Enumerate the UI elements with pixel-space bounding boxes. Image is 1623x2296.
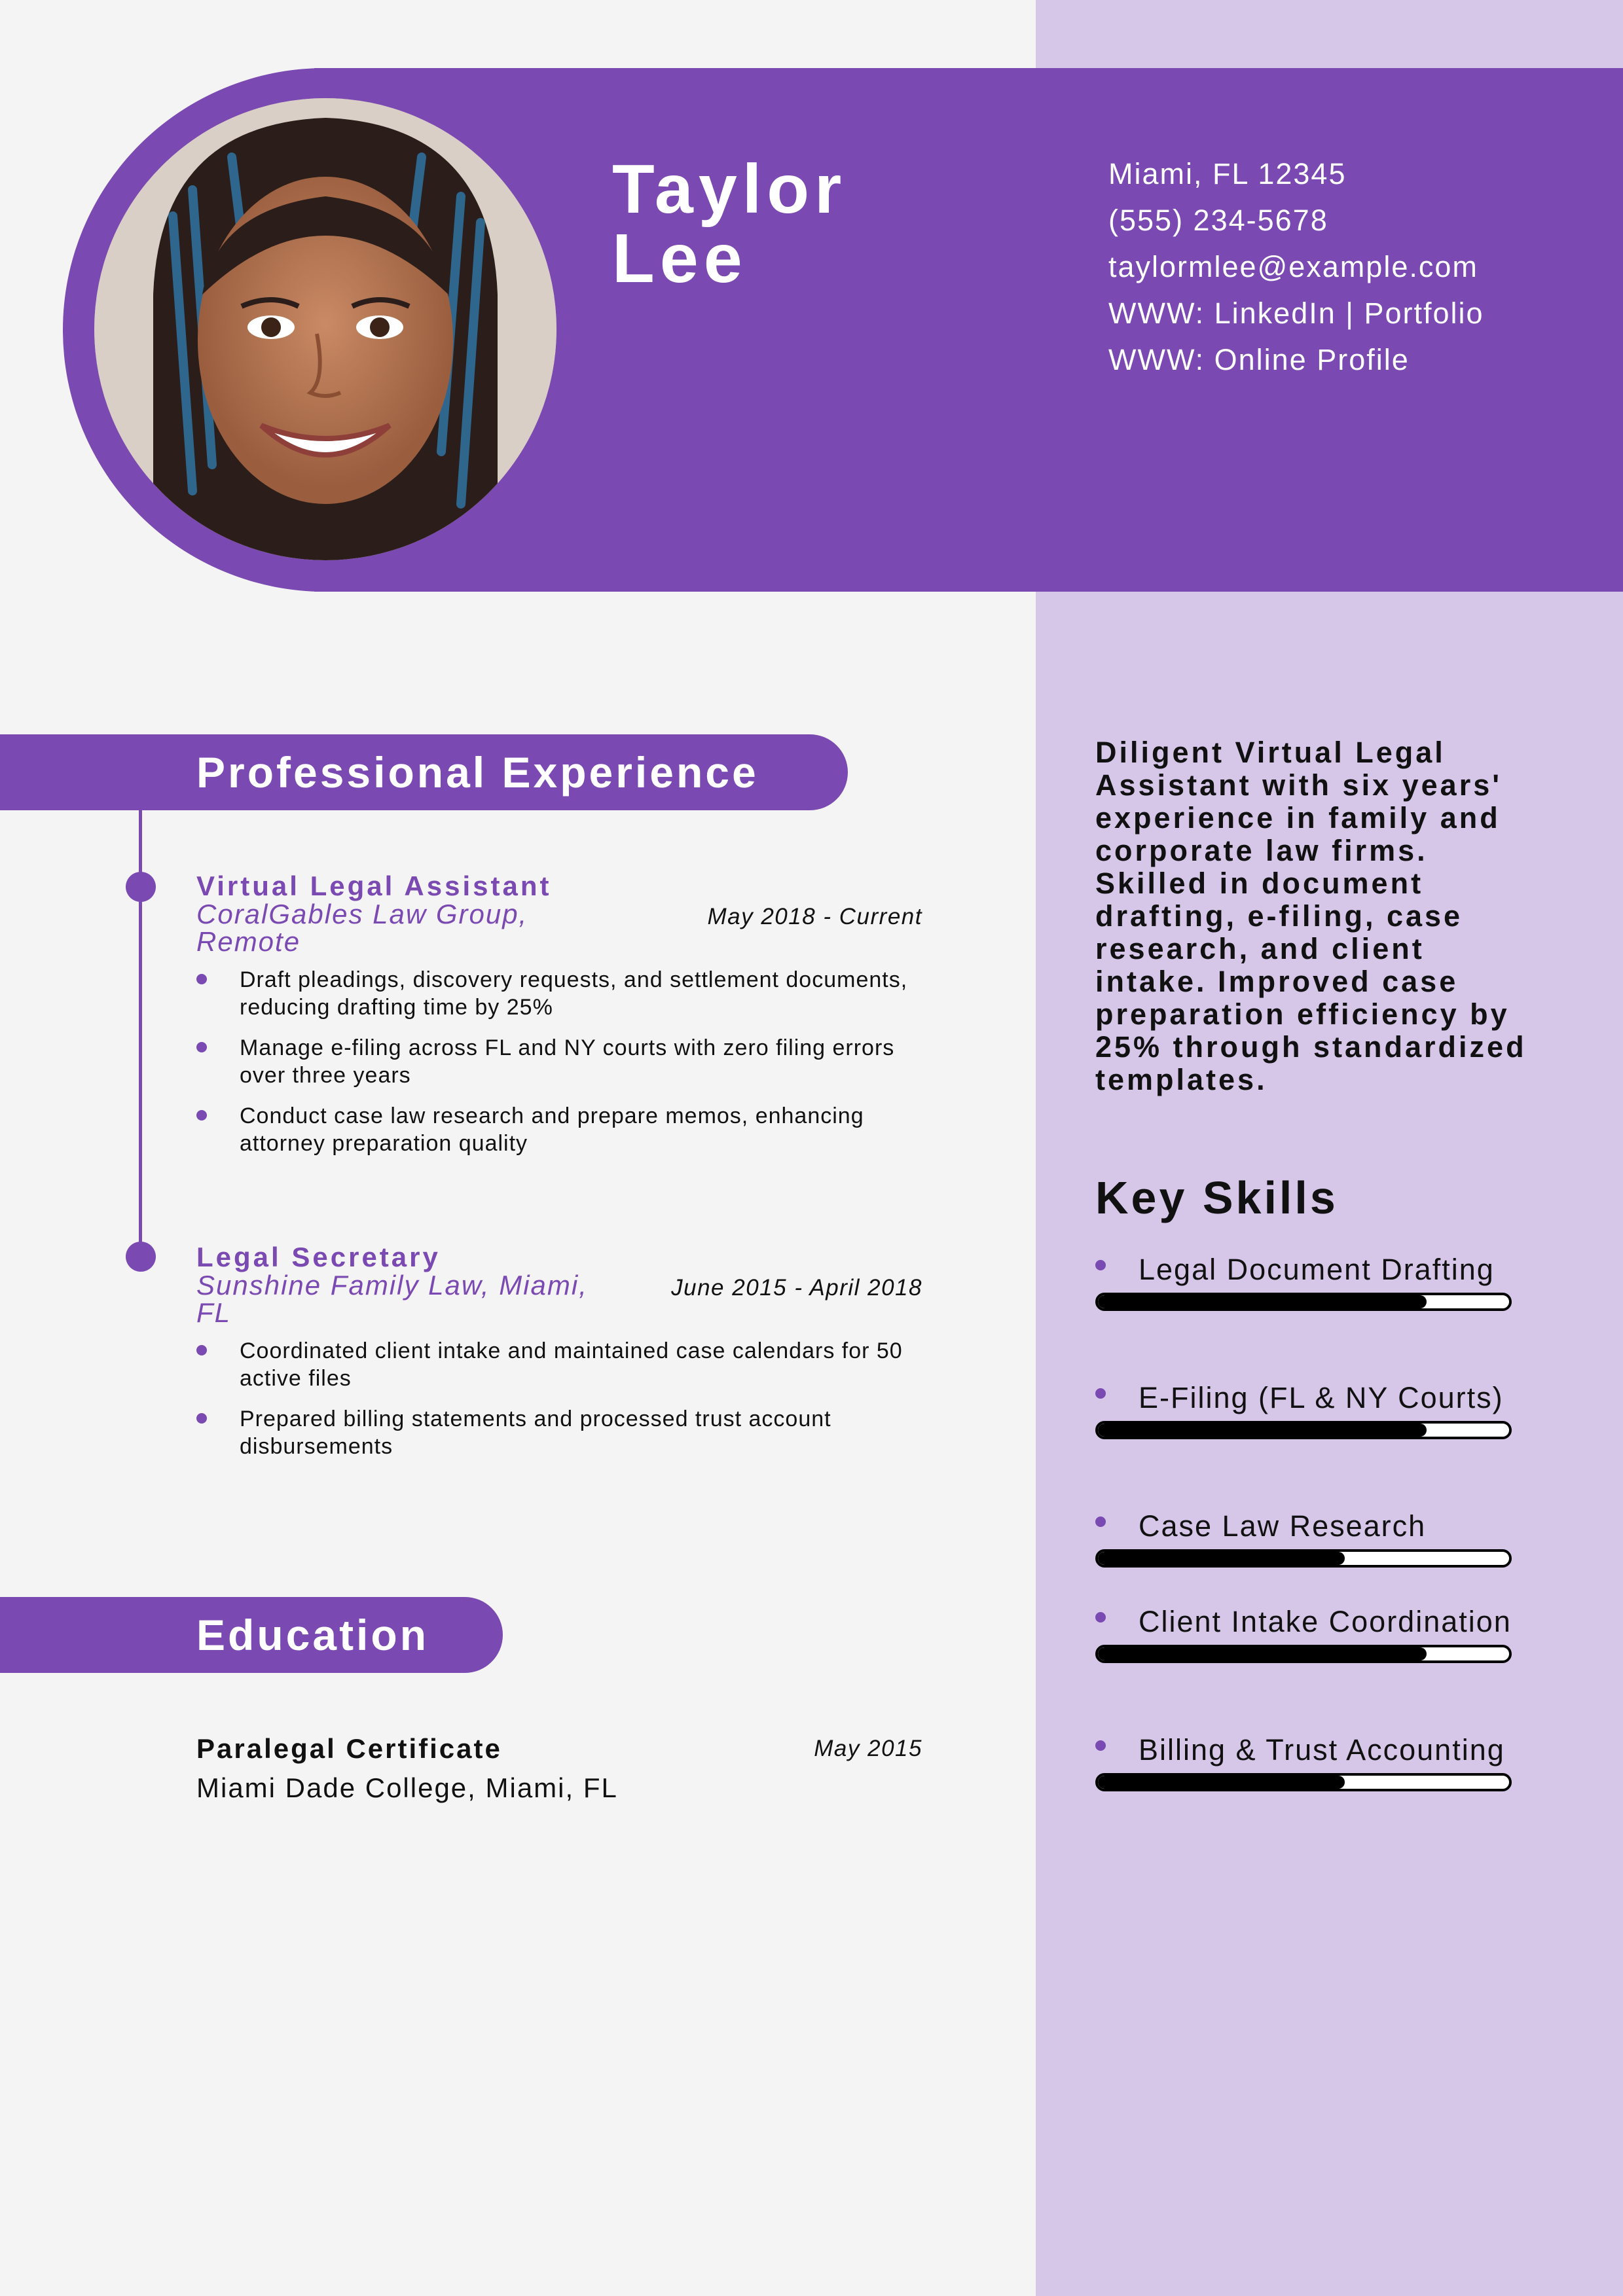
education-school: Miami Dade College, Miami, FL xyxy=(196,1772,618,1803)
skill-bar-fill xyxy=(1098,1647,1427,1660)
contact-phone: (555) 234-5678 xyxy=(1108,204,1328,237)
professional-summary: Diligent Virtual Legal Assistant with six years' experience in family and corporate law firms. Skilled in document drafting, e-filing, case research, and client intake. Improved case preparation efficiency by 25% through standardized templates. xyxy=(1095,736,1527,1096)
skill-item xyxy=(1095,1605,1514,1663)
timeline-dot xyxy=(126,872,156,902)
skill-bar-fill xyxy=(1098,1424,1427,1437)
timeline-dot xyxy=(126,1242,156,1272)
job-dates: June 2015 - April 2018 xyxy=(671,1275,922,1300)
last-name: Lee xyxy=(612,220,748,297)
first-name: Taylor xyxy=(612,151,847,228)
skill-item xyxy=(1095,1734,1514,1791)
skill-label: E-Filing (FL & NY Courts) xyxy=(1095,1382,1514,1414)
education-date: May 2015 xyxy=(814,1736,922,1761)
skill-bar-fill xyxy=(1098,1552,1345,1565)
skill-bar xyxy=(1095,1645,1512,1663)
skill-label: Case Law Research xyxy=(1095,1510,1514,1543)
contact-links[interactable]: WWW: LinkedIn | Portfolio xyxy=(1108,296,1484,330)
skill-bar xyxy=(1095,1421,1512,1439)
job-company: CoralGables Law Group, Remote xyxy=(196,899,528,957)
skill-label: Client Intake Coordination xyxy=(1095,1605,1514,1638)
contact-email[interactable]: taylormlee@example.com xyxy=(1108,250,1478,283)
job-bullet: Coordinated client intake and maintained case calendars for 50 active files xyxy=(196,1337,936,1392)
education-heading: Education xyxy=(0,1597,503,1673)
skill-label: Billing & Trust Accounting xyxy=(1095,1734,1514,1767)
contact-info xyxy=(1108,151,1484,383)
skill-bar xyxy=(1095,1293,1512,1311)
job-bullet: Conduct case law research and prepare memos, enhancing attorney preparation quality xyxy=(196,1102,936,1157)
candidate-name xyxy=(612,151,847,297)
skill-item xyxy=(1095,1510,1514,1568)
skill-bar xyxy=(1095,1773,1512,1791)
job-dates: May 2018 - Current xyxy=(707,904,922,929)
skills-heading: Key Skills xyxy=(1095,1172,1338,1223)
job-bullet: Manage e-filing across FL and NY courts with zero filing errors over three years xyxy=(196,1034,936,1089)
job-title: Virtual Legal Assistant xyxy=(196,870,552,901)
education-degree: Paralegal Certificate xyxy=(196,1733,502,1764)
skill-item xyxy=(1095,1253,1514,1311)
experience-heading: Professional Experience xyxy=(0,734,848,810)
job-title: Legal Secretary xyxy=(196,1242,441,1272)
job-company: Sunshine Family Law, Miami, FL xyxy=(196,1270,588,1328)
contact-address: Miami, FL 12345 xyxy=(1108,157,1347,190)
skill-item xyxy=(1095,1382,1514,1439)
contact-online-profile[interactable]: WWW: Online Profile xyxy=(1108,343,1410,376)
skill-bar xyxy=(1095,1549,1512,1568)
job-bullets xyxy=(196,1337,936,1473)
job-bullet: Draft pleadings, discovery requests, and settlement documents, reducing drafting time by 25% xyxy=(196,966,936,1021)
skill-bar-fill xyxy=(1098,1776,1345,1789)
job-bullet: Prepared billing statements and processed trust account disbursements xyxy=(196,1405,936,1460)
job-bullets xyxy=(196,966,936,1170)
skill-label: Legal Document Drafting xyxy=(1095,1253,1514,1286)
profile-photo xyxy=(94,98,556,560)
skill-bar-fill xyxy=(1098,1295,1427,1308)
